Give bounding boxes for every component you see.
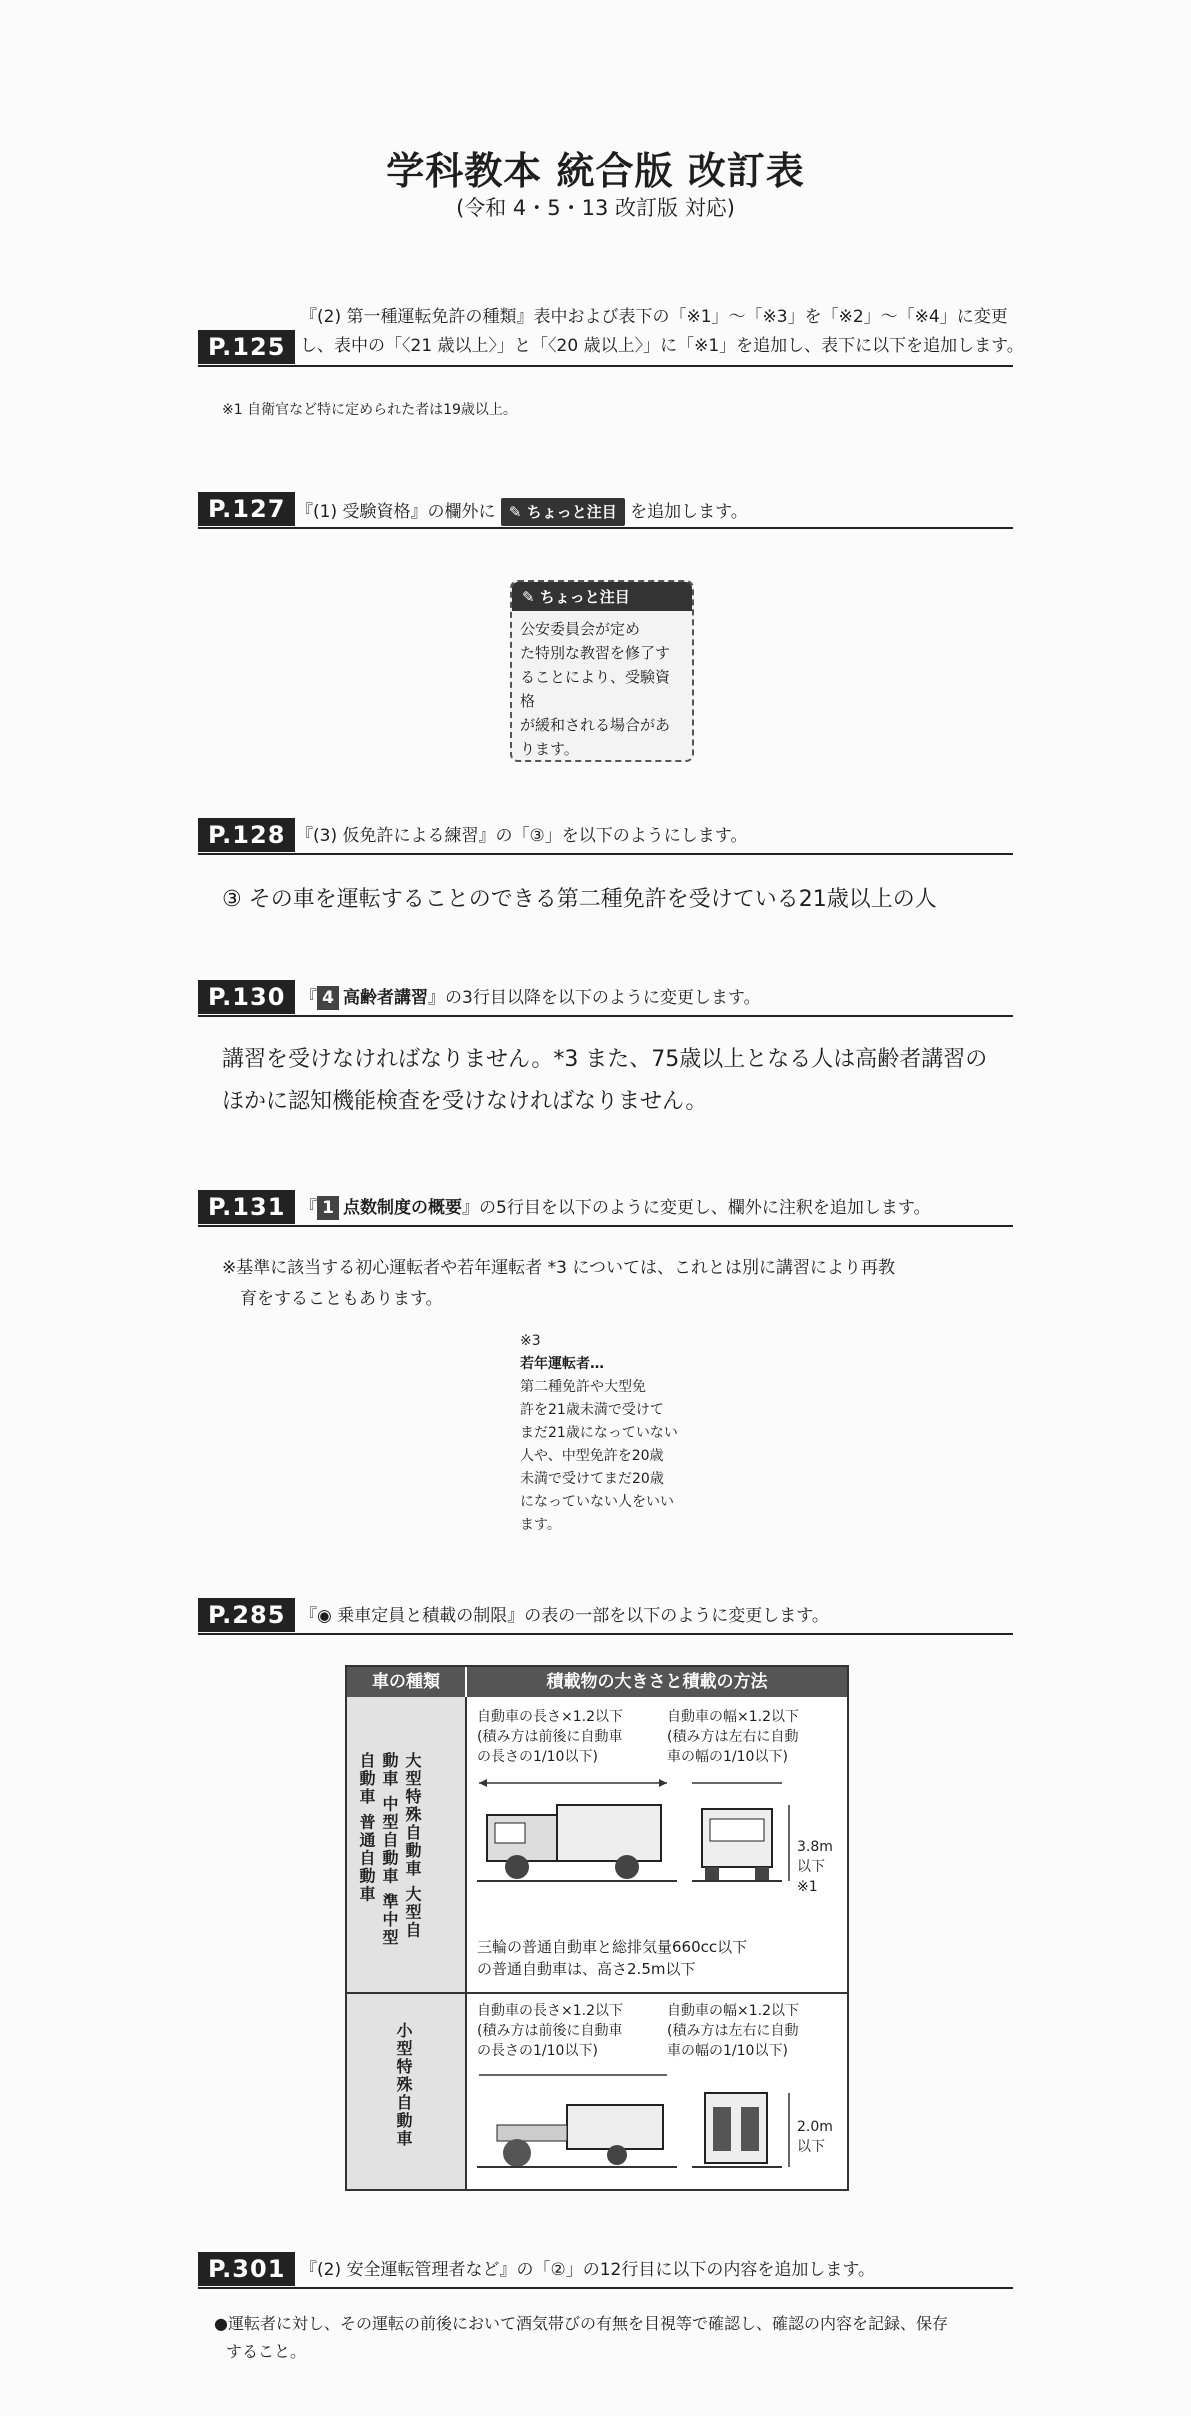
side-note: [520, 1330, 680, 1537]
callout-title: ちょっと注目: [539, 588, 630, 606]
p301-body1: ●運転者に対し、その運転の前後において酒気帯びの有無を目視等で確認し、確認の内容を記録、保存: [214, 2314, 948, 2333]
rule-line: (積み方は前後に自動車: [477, 2023, 623, 2039]
table-header-type: 車の種類: [347, 1667, 467, 1697]
row1-note-2: の普通自動車は、高さ2.5m以下: [477, 1960, 696, 1978]
page-subtitle: (令和 4・5・13 改訂版 対応): [456, 196, 735, 220]
p130-heading: 高齢者講習: [343, 988, 428, 1008]
p285-rule: [198, 1633, 1013, 1635]
page-tag-p131: P.131: [198, 1190, 295, 1224]
attention-chip: ✎ ちょっと注目: [501, 498, 625, 526]
page-tag-p128: P.128: [198, 818, 295, 852]
row1-height: 3.8m 以下 ※1: [797, 1839, 833, 1895]
side-note-line: ます。: [520, 1517, 561, 1533]
section-number: 1: [317, 1196, 339, 1220]
callout-line: 公安委員会が定め: [520, 620, 641, 638]
p125-rule: [198, 365, 1013, 367]
p130-line: 『 4 高齢者講習』の3行目以降を以下のように変更します。: [300, 988, 761, 1008]
rule-line: 自動車の幅×1.2以下: [667, 2003, 799, 2019]
side-note-title: 若年運転者…: [520, 1356, 604, 1372]
callout-line: た特別な教習を修了す: [520, 644, 671, 662]
rule-line: 車の幅の1/10以下): [667, 1749, 788, 1765]
row2-width-rule: [667, 2001, 799, 2061]
rule-line: 自動車の幅×1.2以下: [667, 1709, 799, 1725]
rule-line: の長さの1/10以下): [477, 1749, 598, 1765]
row1-width-rule: [667, 1707, 799, 1767]
page-title: 学科教本 統合版 改訂表: [386, 149, 805, 193]
p128-rule: [198, 853, 1013, 855]
row2-height: 2.0m 以下: [797, 2119, 833, 2155]
table-header-method: 積載物の大きさと積載の方法: [467, 1667, 847, 1697]
callout-line: ることにより、受験資格: [520, 668, 671, 710]
callout-line: ります。: [520, 740, 579, 758]
row1-length-rule: [477, 1707, 623, 1767]
p285-text: 『◉ 乗車定員と積載の制限』の表の一部を以下のように変更します。: [300, 1606, 829, 1626]
p127-line: [296, 498, 748, 526]
small-special-type: 小型特殊自動車: [394, 2022, 413, 2148]
p301-body2: すること。: [226, 2342, 307, 2361]
p130-rule: [198, 1015, 1013, 1017]
p301-rule: [198, 2287, 1013, 2289]
side-note-line: 人や、中型免許を20歳: [520, 1448, 664, 1464]
side-note-line: になっていない人をいい: [520, 1494, 674, 1510]
side-note-line: 第二種免許や大型免: [520, 1379, 646, 1395]
tractor-illustration: [477, 2067, 837, 2182]
callout-line: が緩和される場合があ: [520, 716, 671, 734]
attention-callout: [510, 580, 694, 762]
p127-rule: [198, 527, 1013, 529]
page-tag-p285: P.285: [198, 1598, 295, 1632]
side-note-mark: ※3: [520, 1333, 541, 1349]
p128-text: 『(3) 仮免許による練習』の「③」を以下のようにします。: [296, 826, 748, 846]
side-note-line: 未満で受けてまだ20歳: [520, 1471, 664, 1487]
vehicle-types: 大型特殊自動車 大型自動車 中型自動車 準中型自動車 普通自動車: [357, 1752, 422, 1948]
p127-text-after: を追加します。: [630, 502, 748, 522]
page-tag-p301: P.301: [198, 2252, 295, 2286]
load-limit-table: [345, 1665, 849, 2191]
rule-line: (積み方は左右に自動: [667, 1729, 799, 1745]
side-note-line: まだ21歳になっていない: [520, 1425, 678, 1441]
p125-note: ※1 自衛官など特に定められた者は19歳以上。: [222, 402, 517, 418]
attention-chip-label: ちょっと注目: [526, 503, 617, 521]
p301-text: 『(2) 安全運転管理者など』の「②」の12行目に以下の内容を追加します。: [300, 2260, 875, 2280]
rule-line: (積み方は前後に自動車: [477, 1729, 623, 1745]
p131-rule: [198, 1225, 1013, 1227]
p131-body1: ※基準に該当する初心運転者や若年運転者 *3 については、これとは別に講習により再教: [222, 1258, 896, 1278]
p131-heading: 点数制度の概要: [343, 1198, 462, 1218]
p131-body2: 育をすることもあります。: [240, 1289, 443, 1309]
callout-body: [512, 611, 692, 767]
rule-line: (積み方は左右に自動: [667, 2023, 799, 2039]
rule-line: 自動車の長さ×1.2以下: [477, 2003, 623, 2019]
p131-text-after: 』の5行目を以下のように変更し、欄外に注釈を追加します。: [462, 1198, 931, 1218]
side-note-line: 許を21歳未満で受けて: [520, 1402, 664, 1418]
rule-line: の長さの1/10以下): [477, 2043, 598, 2059]
p130-body1: 講習を受けなければなりません。*3 また、75歳以上となる人は高齢者講習の: [222, 1047, 988, 1072]
rule-line: 自動車の長さ×1.2以下: [477, 1709, 623, 1725]
truck-illustration: [477, 1775, 837, 1915]
p127-text-before: 『(1) 受験資格』の欄外に: [296, 502, 496, 522]
page-tag-p130: P.130: [198, 980, 295, 1014]
vehicle-types-cell: [347, 1697, 467, 1992]
row2-length-rule: [477, 2001, 623, 2061]
p125-line1: 『(2) 第一種運転免許の種類』表中および表下の「※1」〜「※3」を「※2」〜「※4」に変更: [300, 307, 1008, 327]
small-special-cell: [347, 1994, 467, 2189]
p128-body: ③ その車を運転することのできる第二種免許を受けている21歳以上の人: [222, 887, 937, 912]
page-tag-p127: P.127: [198, 492, 295, 526]
callout-header: ✎ ちょっと注目: [512, 582, 692, 611]
rule-line: 車の幅の1/10以下): [667, 2043, 788, 2059]
p130-body2: ほかに認知機能検査を受けなければなりません。: [222, 1089, 708, 1114]
page-tag-p125: P.125: [198, 330, 295, 364]
p130-text-after: 』の3行目以降を以下のように変更します。: [428, 988, 761, 1008]
p131-line: 『 1 点数制度の概要』の5行目を以下のように変更し、欄外に注釈を追加します。: [300, 1198, 931, 1218]
row1-note-1: 三輪の普通自動車と総排気量660cc以下: [477, 1938, 748, 1956]
p125-line2: し、表中の「〈21 歳以上〉」と「〈20 歳以上〉」に「※1」を追加し、表下に以下を追加します。: [300, 336, 1024, 356]
section-number: 4: [317, 986, 339, 1010]
